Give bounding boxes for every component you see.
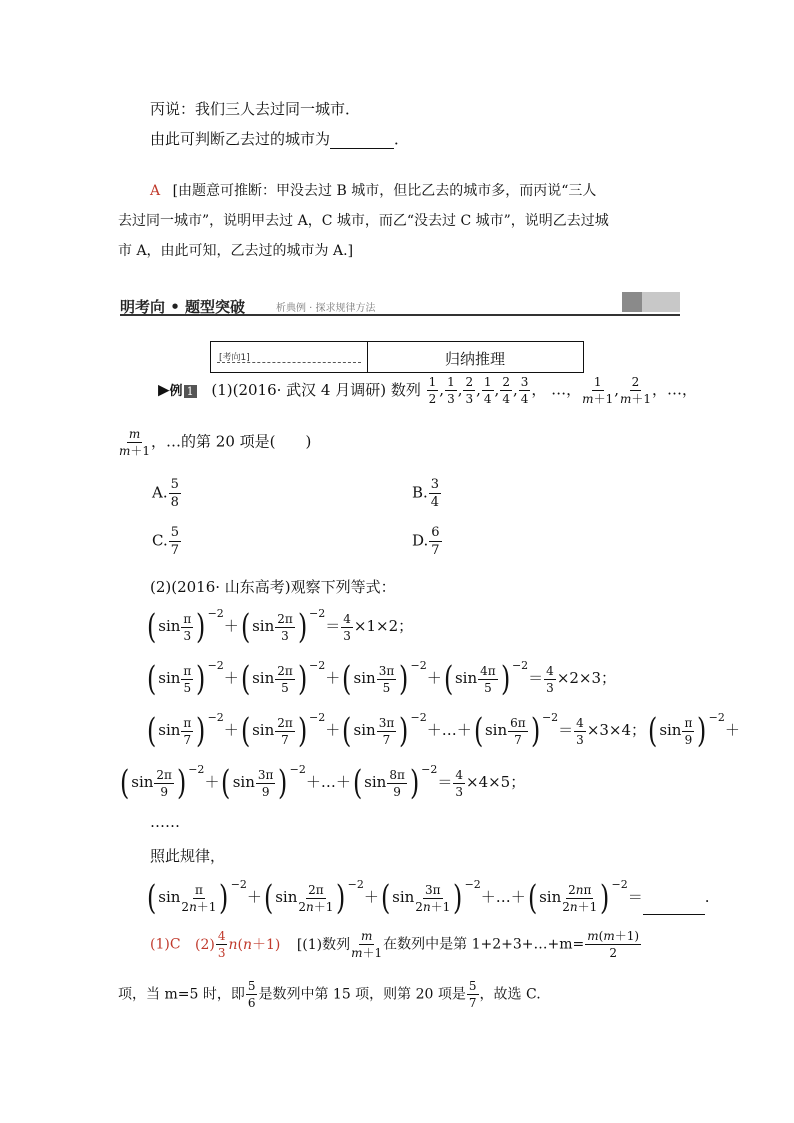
seq-term: $\frac{1}{m+1}$	[582, 375, 614, 406]
problem-question-line	[150, 128, 409, 149]
answer-blank	[330, 148, 394, 149]
option-numerator: 5	[170, 477, 179, 492]
equation-general: ( sin $\frac{\pi}{2n+1}$ ) $^{-2}$＋( sin $\frac{2\pi}{2n+1}$ ) $^{-2}$＋( sin $\frac{3\pi}{2n+1}$ ) $^{-2}$＋…＋( sin $\frac{2n\pi}{2n+1}$ ) $^{-2}$＝ .	[146, 878, 710, 918]
solution-line-1: (1)C (2) $\frac{4}{3}$ n(n＋1) [(1)数列 $\frac{m}{m+1}$ 在数列中是第 1+2+3+…+m= $\frac{m(m+1)}{2}$	[150, 929, 640, 960]
topic-tag-cell	[211, 342, 368, 372]
section-subtitle: 析典例 · 探求规律方法	[276, 303, 376, 314]
section-decoration-dark	[622, 292, 642, 312]
answer-explanation-2: 去过同一城市”，说明甲去过 A，C 城市，而乙“没去过 C 城市”，说明乙去过城	[118, 213, 609, 229]
seq-term: $\frac{2}{4}$	[502, 375, 510, 406]
equation-1: ( sin $\frac{\pi}{3}$ ) $^{-2}$＋( sin $\frac{2\pi}{3}$ ) $^{-2}$＝ $\frac{4}{3}$ ×1×2；	[146, 607, 414, 647]
seq-term: $\frac{1}{3}$	[447, 375, 455, 406]
question-text: 由此可判断乙去过的城市为	[150, 130, 331, 148]
example-arrow-icon: ▶	[158, 380, 170, 399]
topic-box	[210, 341, 584, 373]
option-numerator: 6	[431, 525, 440, 540]
solution-text-4: 是数列中第 15 项，则第 20 项是	[258, 986, 466, 1003]
topic-tag: [考向1]	[219, 353, 250, 363]
option-numerator: 5	[170, 525, 179, 540]
option-label: D.	[412, 531, 429, 550]
option-denominator: 7	[431, 543, 440, 558]
seq-general-term: $\frac{m}{m+1}$	[119, 427, 151, 458]
seq-term: $\frac{2}{3}$	[465, 375, 474, 406]
seq-term: $\frac{2}{m+1}$	[619, 375, 652, 406]
example-number: 1	[184, 385, 197, 398]
example-line-2	[118, 428, 311, 457]
example-line-1: ▶例 1 (1)(2016· 武汉 4 月调研) 数列 $\frac{1}{2}$ , $\frac{1}{3}$ , $\frac{2}{3}$ , $\frac{1}{4}$ , $\frac{2}{4}$ , $\frac{3}{4}$ ， …， $\frac{1}{m+1}$ , $\frac{2}{m+1}$ ，…，	[158, 375, 698, 406]
example-intro: (1)(2016· 武汉 4 月调研) 数列	[211, 380, 421, 399]
seq-term: $\frac{1}{4}$	[483, 375, 492, 406]
solution-text-3: 项，当 m=5 时，即	[118, 986, 245, 1003]
solution-text-2: 在数列中是第 1+2+3+…+m=	[383, 936, 585, 953]
equation-4: ( sin $\frac{2\pi}{9}$ ) $^{-2}$＋( sin $\frac{3\pi}{9}$ ) $^{-2}$＋…＋( sin $\frac{8\pi}{9}$ ) $^{-2}$＝ $\frac{4}{3}$ ×4×5；	[119, 763, 526, 803]
topic-title: 归纳推理	[444, 350, 505, 368]
answer-explanation-1: [由题意可推断：甲没去过 B 城市，但比乙去的城市多，而丙说“三人	[172, 183, 597, 199]
option-denominator: 4	[430, 495, 440, 510]
option-a	[152, 478, 182, 509]
equation-2: ( sin $\frac{\pi}{5}$ ) $^{-2}$＋( sin $\frac{2\pi}{5}$ ) $^{-2}$＋( sin $\frac{3\pi}{5}$ ) $^{-2}$＋( sin $\frac{4\pi}{5}$ ) $^{-2}$＝ $\frac{4}{3}$ ×2×3；	[146, 659, 617, 699]
option-label: A.	[152, 483, 168, 502]
section-header	[120, 296, 680, 316]
example-badge: 例	[169, 383, 183, 399]
seq-term: $\frac{1}{2}$	[428, 375, 437, 406]
solution-text-1: [(1)数列	[296, 936, 351, 953]
answer-blank	[643, 914, 705, 915]
solution-line-2: 项，当 m=5 时，即 $\frac{5}{6}$ 是数列中第 15 项，则第 20 项是 $\frac{5}{7}$ ，故选 C.	[118, 979, 541, 1010]
solution-answer-1: (1)C	[150, 936, 181, 953]
question-end: ．	[394, 130, 410, 148]
solution-answer-2: (2) $\frac{4}{3}$ n(n＋1)	[195, 929, 281, 960]
option-label: B.	[412, 483, 428, 502]
problem-statement-line: 丙说：我们三人去过同一城市．	[150, 100, 361, 118]
option-d	[412, 526, 443, 557]
answer-block-line1	[150, 180, 596, 200]
answer-letter: A	[150, 183, 161, 199]
section-title: 明考向 • 题型突破	[120, 298, 246, 316]
option-denominator: 7	[170, 543, 179, 558]
equation-3: ( sin $\frac{\pi}{7}$ ) $^{-2}$＋( sin $\frac{2\pi}{7}$ ) $^{-2}$＋( sin $\frac{3\pi}{7}$ ) $^{-2}$＋…＋( sin $\frac{6\pi}{7}$ ) $^{-2}$＝ $\frac{4}{3}$ ×3×4；( sin $\frac{\pi}{9}$ ) $^{-2}$＋	[146, 711, 740, 751]
solution-text-5: ，故选 C.	[479, 986, 541, 1003]
option-numerator: 3	[430, 477, 440, 492]
part2-intro: (2)(2016· 山东高考)观察下列等式：	[150, 578, 396, 596]
option-denominator: 8	[170, 495, 179, 510]
option-label: C.	[152, 531, 168, 550]
topic-dash-line	[217, 362, 361, 363]
ellipsis: ……	[150, 813, 180, 831]
rule-text: 照此规律，	[150, 847, 226, 865]
option-b	[412, 478, 442, 509]
answer-explanation-3: 市 A，由此可知，乙去过的城市为 A.]	[118, 243, 354, 259]
seq-term: $\frac{3}{4}$	[520, 375, 529, 406]
option-c	[152, 526, 182, 557]
seq-tail: ，…的第 20 项是( )	[151, 432, 312, 451]
